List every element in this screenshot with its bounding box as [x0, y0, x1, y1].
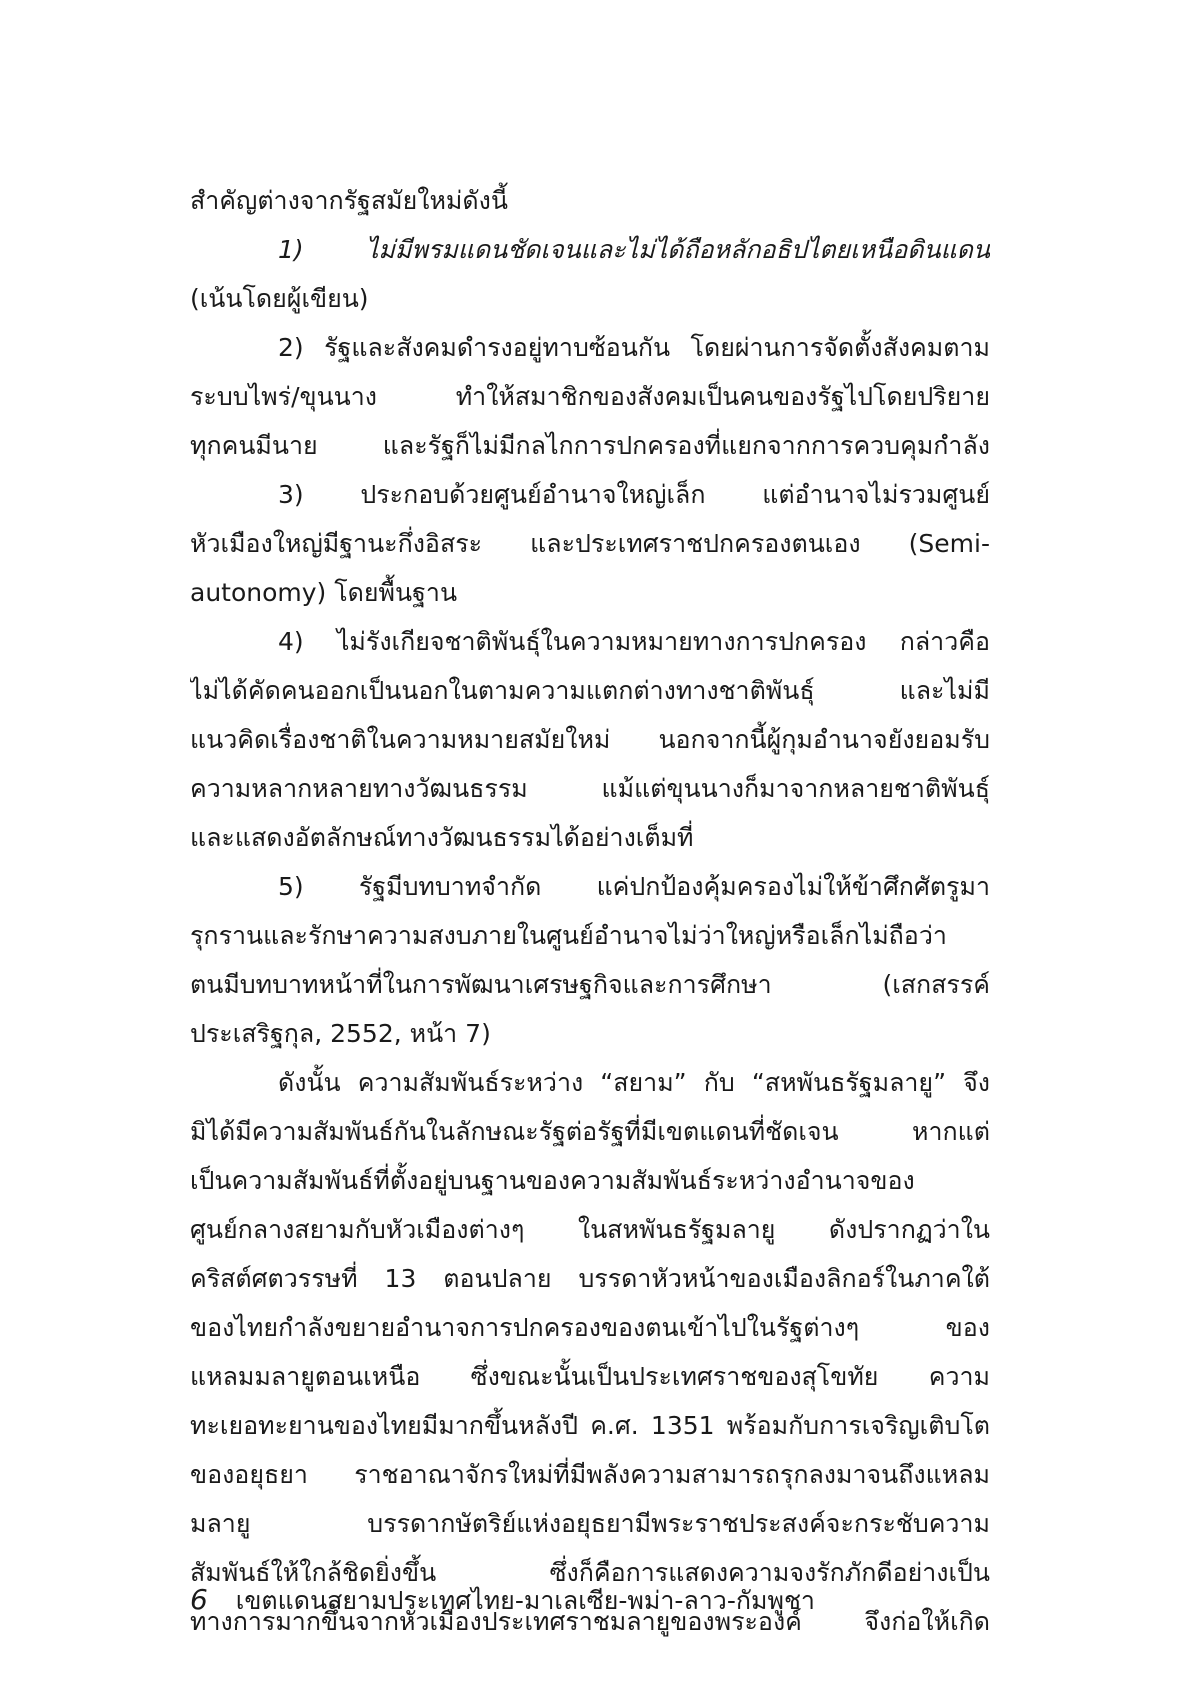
text-line: และแสดงอัตลักษณ์ทางวัฒนธรรมได้อย่างเต็มที่: [190, 823, 694, 852]
text-line: ศูนย์กลางสยามกับหัวเมืองต่างๆ ในสหพันธรัฐมลายู ดังปรากฏว่าใน: [190, 1215, 990, 1244]
text-line-list-item-3: 3) ประกอบด้วยศูนย์อำนาจใหญ่เล็ก แต่อำนาจไม่รวมศูนย์: [278, 480, 990, 509]
text-line-list-item-2: 2) รัฐและสังคมดำรงอยู่ทาบซ้อนกัน โดยผ่านการจัดตั้งสังคมตาม: [278, 333, 990, 362]
running-title: เขตแดนสยามประเทศไทย-มาเลเซีย-พม่า-ลาว-กัมพูชา: [235, 1586, 815, 1615]
text-line: แหลมมลายูตอนเหนือ ซึ่งขณะนั้นเป็นประเทศราชของสุโขทัย ความ: [190, 1362, 990, 1391]
page-number: 6: [190, 1583, 208, 1616]
text-line: คริสต์ศตวรรษที่ 13 ตอนปลาย บรรดาหัวหน้าของเมืองลิกอร์ในภาคใต้: [190, 1264, 990, 1293]
text-line: ของไทยกำลังขยายอำนาจการปกครองของตนเข้าไปในรัฐต่างๆ ของ: [190, 1313, 990, 1342]
text-line: มิได้มีความสัมพันธ์กันในลักษณะรัฐต่อรัฐที่มีเขตแดนที่ชัดเจน หากแต่: [190, 1117, 990, 1146]
text-line: ประเสริฐกุล, 2552, หน้า 7): [190, 1019, 491, 1048]
text-line: ระบบไพร่/ขุนนาง ทำให้สมาชิกของสังคมเป็นคนของรัฐไปโดยปริยาย: [190, 382, 990, 411]
text-line: หัวเมืองใหญ่มีฐานะกึ่งอิสระ และประเทศราชปกครองตนเอง (Semi-: [190, 529, 990, 558]
text-line: ตนมีบทบาทหน้าที่ในการพัฒนาเศรษฐกิจและการศึกษา (เสกสรรค์: [190, 970, 990, 999]
text-line: autonomy) โดยพื้นฐาน: [190, 578, 458, 607]
text-line: ความหลากหลายทางวัฒนธรรม แม้แต่ขุนนางก็มาจากหลายชาติพันธุ์: [190, 774, 990, 803]
body-text: [190, 176, 990, 1646]
text-line-list-item-4: 4) ไม่รังเกียจชาติพันธุ์ในความหมายทางการปกครอง กล่าวคือ: [278, 627, 990, 656]
text-line: เป็นความสัมพันธ์ที่ตั้งอยู่บนฐานของความสัมพันธ์ระหว่างอำนาจของ: [190, 1166, 915, 1195]
text-line-list-item-1: 1) ไม่มีพรมแดนชัดเจนและไม่ได้ถือหลักอธิปไตยเหนือดินแดน: [278, 235, 990, 264]
text-line: แนวคิดเรื่องชาติในความหมายสมัยใหม่ นอกจากนี้ผู้กุมอำนาจยังยอมรับ: [190, 725, 990, 754]
text-line: ของอยุธยา ราชอาณาจักรใหม่ที่มีพลังความสามารถรุกลงมาจนถึงแหลม: [190, 1460, 990, 1489]
text-line: มลายู บรรดากษัตริย์แห่งอยุธยามีพระราชประสงค์จะกระชับความ: [190, 1509, 990, 1538]
text-line: ทางการมากขึ้นจากหัวเมืองประเทศราชมลายูของพระองค์ จึงก่อให้เกิด: [190, 1607, 990, 1636]
text-line: สำคัญต่างจากรัฐสมัยใหม่ดังนี้: [190, 186, 508, 215]
text-line-paragraph-start: ดังนั้น ความสัมพันธ์ระหว่าง “สยาม” กับ “สหพันธรัฐมลายู” จึง: [278, 1068, 990, 1097]
text-line: (เน้นโดยผู้เขียน): [190, 284, 369, 313]
text-line: สัมพันธ์ให้ใกล้ชิดยิ่งขึ้น ซึ่งก็คือการแสดงความจงรักภักดีอย่างเป็น: [190, 1558, 990, 1587]
page-footer: [190, 1580, 990, 1620]
text-line: ทุกคนมีนาย และรัฐก็ไม่มีกลไกการปกครองที่แยกจากการควบคุมกำลัง: [190, 431, 990, 460]
text-line: ไม่ได้คัดคนออกเป็นนอกในตามความแตกต่างทางชาติพันธุ์ และไม่มี: [190, 676, 990, 705]
text-line: ทะเยอทะยานของไทยมีมากขึ้นหลังปี ค.ศ. 1351 พร้อมกับการเจริญเติบโต: [190, 1411, 990, 1440]
text-line: รุกรานและรักษาความสงบภายในศูนย์อำนาจไม่ว่าใหญ่หรือเล็กไม่ถือว่า: [190, 921, 947, 950]
text-line-list-item-5: 5) รัฐมีบทบาทจำกัด แค่ปกป้องคุ้มครองไม่ให้ข้าศึกศัตรูมา: [278, 872, 990, 901]
